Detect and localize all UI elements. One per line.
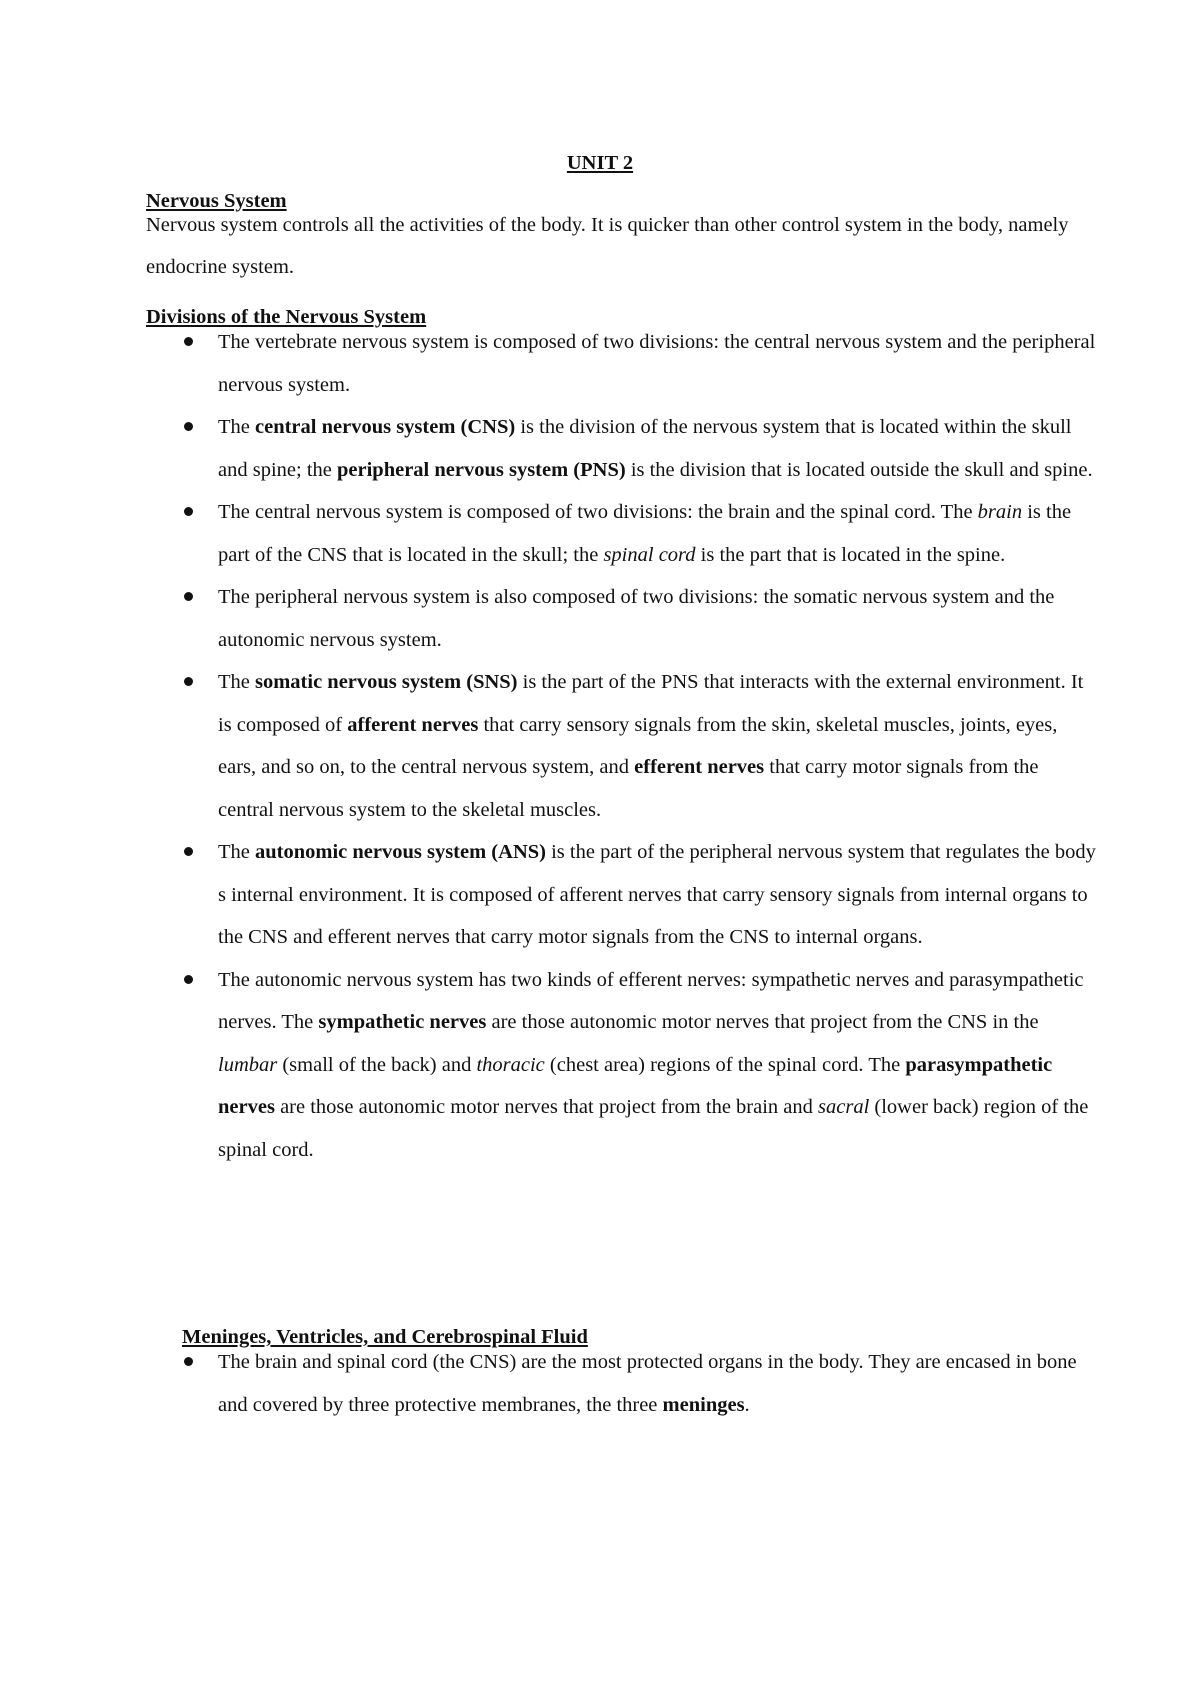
list-item: The autonomic nervous system (ANS) is the part of the peripheral nervous system that regulates the body s internal environment. It is composed of afferent nerves that carry sensory signals from internal organs to the CNS and efferent nerves that carry motor signals from the CNS to internal organs. xyxy=(218,831,1098,959)
meninges-bullet-list xyxy=(218,1341,1098,1426)
list-item: The peripheral nervous system is also composed of two divisions: the somatic nervous system and the autonomic nervous system. xyxy=(218,576,1098,661)
term-thoracic: thoracic xyxy=(476,1053,545,1076)
bullet-icon xyxy=(184,1357,193,1366)
term-pns: peripheral nervous system (PNS) xyxy=(337,458,626,481)
term-lumbar: lumbar xyxy=(218,1053,278,1076)
bullet-icon xyxy=(184,847,193,856)
bullet-icon xyxy=(184,337,193,346)
list-item: The central nervous system (CNS) is the division of the nervous system that is located within the skull and spine; the peripheral nervous system (PNS) is the division that is located outside the skull and spine. xyxy=(218,406,1098,491)
list-item: The brain and spinal cord (the CNS) are the most protected organs in the body. They are encased in bone and covered by three protective membranes, the three meninges. xyxy=(218,1341,1098,1426)
divisions-bullet-list xyxy=(218,321,1098,1171)
bullet-icon xyxy=(184,975,193,984)
intro-paragraph xyxy=(146,204,1096,288)
section-heading-divisions: Divisions of the Nervous System xyxy=(146,306,427,328)
term-sympathetic: sympathetic nerves xyxy=(318,1011,487,1033)
section-heading-nervous-system: Nervous System xyxy=(146,190,287,212)
term-sns: somatic nervous system (SNS) xyxy=(255,671,518,693)
term-sacral: sacral xyxy=(818,1096,870,1118)
term-spinal-cord: spinal cord xyxy=(603,543,696,566)
bullet-icon xyxy=(184,507,193,516)
term-efferent: efferent nerves xyxy=(634,756,765,778)
list-item: The vertebrate nervous system is composed of two divisions: the central nervous system and the peripheral nervous system. xyxy=(218,321,1098,406)
term-brain: brain xyxy=(977,501,1023,523)
bullet-icon xyxy=(184,592,193,601)
term-afferent: afferent nerves xyxy=(347,713,479,736)
bullet-icon xyxy=(184,422,193,431)
section-heading-meninges: Meninges, Ventricles, and Cerebrospinal Fluid xyxy=(182,1326,588,1348)
unit-title: UNIT 2 xyxy=(566,152,634,174)
term-cns: central nervous system (CNS) xyxy=(255,416,516,438)
term-ans: autonomic nervous system (ANS) xyxy=(255,841,546,863)
term-parasympathetic: parasympathetic nerves xyxy=(218,1053,1053,1118)
term-meninges: meninges xyxy=(662,1393,745,1416)
list-item: The central nervous system is composed of two divisions: the brain and the spinal cord. The brain is the part of the CNS that is located in the skull; the spinal cord is the part that is located in the spine. xyxy=(218,491,1098,576)
bullet-icon xyxy=(184,677,193,686)
list-item: The somatic nervous system (SNS) is the part of the PNS that interacts with the external environment. It is composed of afferent nerves that carry sensory signals from the skin, skeletal muscles, joints, eyes, ears, and so on, to the central nervous system, and efferent nerves that carry motor signals from the central nervous system to the skeletal muscles. xyxy=(218,661,1098,831)
list-item: The autonomic nervous system has two kinds of efferent nerves: sympathetic nerves and parasympathetic nerves. The sympathetic nerves are those autonomic motor nerves that project from the CNS in the lumbar (small of the back) and thoracic (chest area) regions of the spinal cord. The parasympathetic nerves are those autonomic motor nerves that project from the brain and sacral (lower back) region of the spinal cord. xyxy=(218,959,1098,1172)
intro-text: Nervous system controls all the activities of the body. It is quicker than other control system in the body, namely endocrine system. xyxy=(146,214,1069,278)
